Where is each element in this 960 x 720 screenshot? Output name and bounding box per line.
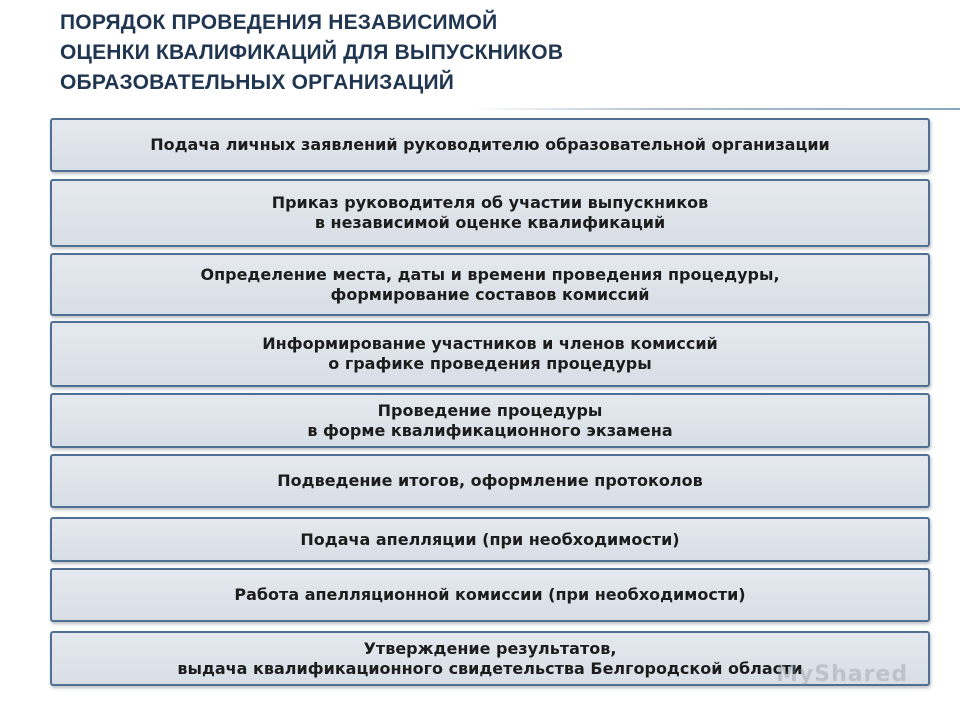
title-line-3: ОБРАЗОВАТЕЛЬНЫХ ОРГАНИЗАЦИЙ bbox=[60, 71, 455, 94]
step-box-9 bbox=[50, 631, 930, 686]
step-box-1 bbox=[50, 118, 930, 172]
step-1-line-1: Подача личных заявлений руководителю образовательной организации bbox=[150, 135, 830, 154]
step-box-8 bbox=[50, 568, 930, 622]
step-box-2 bbox=[50, 179, 930, 247]
watermark-logo: MyShared bbox=[776, 662, 909, 687]
step-7-line-1: Подача апелляции (при необходимости) bbox=[300, 529, 680, 549]
step-box-4 bbox=[50, 321, 930, 387]
step-3-line-2: формирование составов комиссий bbox=[330, 284, 650, 304]
step-box-5 bbox=[50, 393, 930, 448]
step-5-line-2: в форме квалификационного экзамена bbox=[307, 420, 673, 440]
title-line-2: ОЦЕНКИ КВАЛИФИКАЦИЙ ДЛЯ ВЫПУСКНИКОВ bbox=[60, 41, 564, 64]
step-box-3 bbox=[50, 253, 930, 316]
step-4-line-1: Информирование участников и членов комиссий bbox=[262, 334, 718, 353]
step-2-line-1: Приказ руководителя об участии выпускников bbox=[271, 193, 709, 212]
step-5-line-1: Проведение процедуры bbox=[377, 400, 603, 420]
step-box-6 bbox=[50, 454, 930, 508]
title-line-1: ПОРЯДОК ПРОВЕДЕНИЯ НЕЗАВИСИМОЙ bbox=[60, 11, 498, 34]
step-9-line-2: выдача квалификационного свидетельства Белгородской области bbox=[177, 658, 803, 678]
step-2-line-2: в независимой оценке квалификаций bbox=[314, 213, 666, 232]
step-3-line-1: Определение места, даты и времени проведения процедуры, bbox=[200, 264, 780, 284]
step-8-line-1: Работа апелляционной комиссии (при необходимости) bbox=[234, 585, 746, 604]
step-6-line-1: Подведение итогов, оформление протоколов bbox=[277, 471, 703, 490]
step-9-line-1: Утверждение результатов, bbox=[363, 638, 617, 658]
step-4-line-2: о графике проведения процедуры bbox=[328, 354, 652, 373]
step-box-7 bbox=[50, 517, 930, 562]
